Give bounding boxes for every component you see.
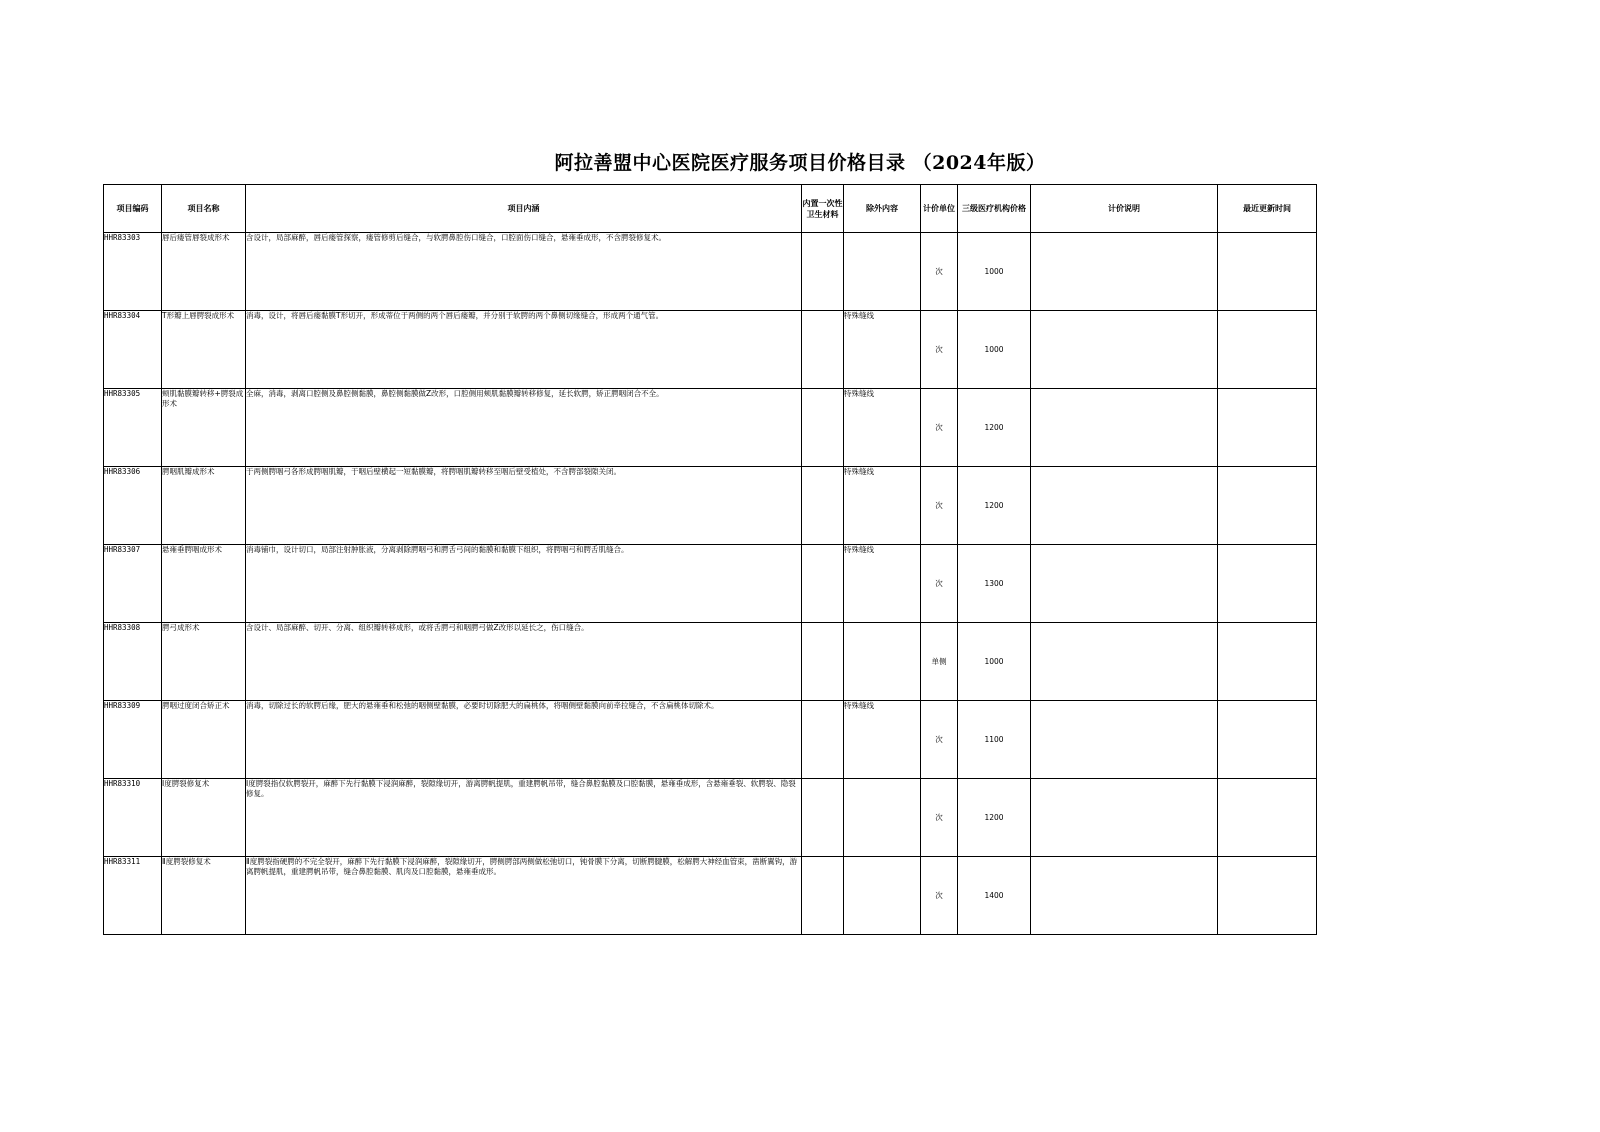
table-row [104, 467, 1317, 545]
cell-code: HHR83310 [104, 779, 162, 857]
cell-exclusion [844, 233, 921, 311]
cell-note [1031, 233, 1218, 311]
cell-note [1031, 311, 1218, 389]
cell-content: 全麻，消毒，剥离口腔侧及鼻腔侧黏膜，鼻腔侧黏膜做Z改形，口腔侧用颊肌黏膜瓣转移修复，延长软腭，矫正腭咽闭合不全。 [246, 389, 802, 467]
cell-exclusion: 特殊缝线 [844, 311, 921, 389]
col-header-note: 计价说明 [1031, 185, 1218, 233]
cell-unit: 次 [921, 701, 958, 779]
cell-updated [1218, 779, 1317, 857]
cell-unit: 次 [921, 233, 958, 311]
cell-price: 1200 [958, 779, 1031, 857]
cell-note [1031, 779, 1218, 857]
table-row [104, 545, 1317, 623]
cell-code: HHR83304 [104, 311, 162, 389]
cell-code: HHR83311 [104, 857, 162, 935]
cell-name: 腭弓成形术 [162, 623, 246, 701]
table-row [104, 779, 1317, 857]
table-row [104, 311, 1317, 389]
cell-note [1031, 389, 1218, 467]
cell-code: HHR83307 [104, 545, 162, 623]
cell-material [802, 623, 844, 701]
cell-content: 消毒，设计，将唇后瘘黏膜T形切开，形成蒂位于两侧的两个唇后瘘瓣，并分别于软腭的两个鼻侧切缘缝合，形成两个通气管。 [246, 311, 802, 389]
cell-material [802, 389, 844, 467]
cell-material [802, 857, 844, 935]
cell-content: 消毒，切除过长的软腭后缘，肥大的悬雍垂和松弛的咽侧壁黏膜，必要时切除肥大的扁桃体，将咽侧壁黏膜向前牵拉缝合，不含扁桃体切除术。 [246, 701, 802, 779]
col-header-name: 项目名称 [162, 185, 246, 233]
cell-code: HHR83306 [104, 467, 162, 545]
cell-exclusion: 特殊缝线 [844, 389, 921, 467]
cell-material [802, 311, 844, 389]
col-header-updated: 最近更新时间 [1218, 185, 1317, 233]
table-row [104, 857, 1317, 935]
col-header-price: 三级医疗机构价格 [958, 185, 1031, 233]
cell-unit: 单侧 [921, 623, 958, 701]
cell-content: 含设计、局部麻醉、切开、分离、组织瓣转移成形，或将舌腭弓和咽腭弓做Z改形以延长之，伤口缝合。 [246, 623, 802, 701]
cell-unit: 次 [921, 389, 958, 467]
cell-material [802, 467, 844, 545]
header-row [104, 185, 1317, 233]
cell-content: Ⅱ度腭裂指硬腭的不完全裂开，麻醉下先行黏膜下浸润麻醉，裂隙缘切开，腭侧腭部两侧做松弛切口，钝骨膜下分离，切断腭腱膜，松解腭大神经血管束，凿断翼钩，游离腭帆提肌，重建腭帆吊带，缝合鼻腔黏膜、肌肉及口腔黏膜，悬雍垂成形。 [246, 857, 802, 935]
cell-price: 1400 [958, 857, 1031, 935]
cell-updated [1218, 623, 1317, 701]
cell-name: 腭咽肌瓣成形术 [162, 467, 246, 545]
page-title: 阿拉善盟中心医院医疗服务项目价格目录 （2024年版） [554, 152, 1046, 174]
cell-unit: 次 [921, 467, 958, 545]
cell-updated [1218, 233, 1317, 311]
cell-code: HHR83303 [104, 233, 162, 311]
col-header-code: 项目编码 [104, 185, 162, 233]
cell-material [802, 701, 844, 779]
cell-exclusion: 特殊缝线 [844, 467, 921, 545]
cell-note [1031, 623, 1218, 701]
cell-unit: 次 [921, 779, 958, 857]
cell-note [1031, 467, 1218, 545]
cell-price: 1100 [958, 701, 1031, 779]
cell-exclusion: 特殊缝线 [844, 701, 921, 779]
cell-name: 悬雍垂腭咽成形术 [162, 545, 246, 623]
cell-updated [1218, 467, 1317, 545]
cell-price: 1200 [958, 467, 1031, 545]
cell-price: 1000 [958, 233, 1031, 311]
cell-material [802, 545, 844, 623]
cell-name: 腭咽过度闭合矫正术 [162, 701, 246, 779]
cell-name: 唇后瘘管唇裂成形术 [162, 233, 246, 311]
cell-note [1031, 857, 1218, 935]
cell-price: 1000 [958, 311, 1031, 389]
cell-content: 消毒铺巾，设计切口，局部注射肿胀液，分离剥除腭咽弓和腭舌弓间的黏膜和黏膜下组织，将腭咽弓和腭舌肌缝合。 [246, 545, 802, 623]
cell-name: Ⅰ度腭裂修复术 [162, 779, 246, 857]
cell-unit: 次 [921, 545, 958, 623]
cell-unit: 次 [921, 857, 958, 935]
col-header-material: 内置一次性卫生材料 [802, 185, 844, 233]
cell-code: HHR83309 [104, 701, 162, 779]
cell-code: HHR83308 [104, 623, 162, 701]
cell-note [1031, 701, 1218, 779]
cell-price: 1200 [958, 389, 1031, 467]
col-header-unit: 计价单位 [921, 185, 958, 233]
cell-updated [1218, 701, 1317, 779]
col-header-content: 项目内涵 [246, 185, 802, 233]
cell-exclusion [844, 779, 921, 857]
cell-updated [1218, 545, 1317, 623]
cell-exclusion [844, 857, 921, 935]
cell-updated [1218, 389, 1317, 467]
cell-material [802, 233, 844, 311]
table-row [104, 233, 1317, 311]
cell-content: Ⅰ度腭裂指仅软腭裂开，麻醉下先行黏膜下浸润麻醉，裂隙缘切开，游离腭帆提肌，重建腭帆吊带，缝合鼻腔黏膜及口腔黏膜，悬雍垂成形，含悬雍垂裂、软腭裂、隐裂修复。 [246, 779, 802, 857]
table-row [104, 389, 1317, 467]
cell-name: 颊肌黏膜瓣转移+腭裂成形术 [162, 389, 246, 467]
cell-material [802, 779, 844, 857]
cell-content: 于两侧腭咽弓各形成腭咽肌瓣，于咽后壁横起一短黏膜瓣，将腭咽肌瓣转移至咽后壁受植处，不含腭部裂隙关闭。 [246, 467, 802, 545]
cell-price: 1300 [958, 545, 1031, 623]
col-header-exclusion: 除外内容 [844, 185, 921, 233]
cell-content: 含设计，局部麻醉，唇后瘘管探察，瘘管修剪后缝合，与软腭鼻腔伤口缝合，口腔面伤口缝合，悬雍垂成形，不含腭裂修复术。 [246, 233, 802, 311]
cell-code: HHR83305 [104, 389, 162, 467]
cell-updated [1218, 311, 1317, 389]
cell-price: 1000 [958, 623, 1031, 701]
table-row [104, 623, 1317, 701]
cell-unit: 次 [921, 311, 958, 389]
cell-exclusion: 特殊缝线 [844, 545, 921, 623]
cell-name: Ⅱ度腭裂修复术 [162, 857, 246, 935]
cell-updated [1218, 857, 1317, 935]
cell-exclusion [844, 623, 921, 701]
cell-name: T形瓣上唇腭裂成形术 [162, 311, 246, 389]
cell-note [1031, 545, 1218, 623]
price-table [103, 184, 1317, 935]
table-row [104, 701, 1317, 779]
